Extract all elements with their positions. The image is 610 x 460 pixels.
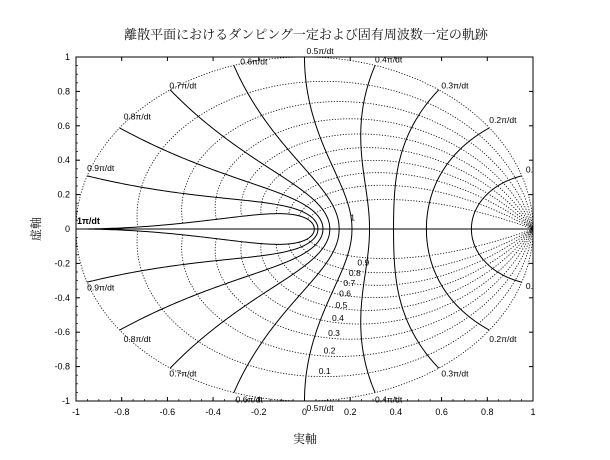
x-tick-label: -1 bbox=[71, 407, 81, 417]
natural-frequency-label: 0.2π/dt bbox=[489, 114, 517, 125]
x-tick-label: -0.4 bbox=[205, 407, 221, 417]
damping-label: 0.8 bbox=[348, 268, 361, 279]
natural-frequency-label: 0.6π/dt bbox=[240, 56, 268, 67]
natural-frequency-label: 0. bbox=[525, 280, 533, 291]
curve-labels bbox=[77, 46, 533, 413]
natural-frequency-label: 0.8π/dt bbox=[123, 111, 151, 122]
axis-ticks bbox=[54, 52, 535, 417]
damping-label: 0.9 bbox=[357, 257, 370, 268]
natural-frequency-label: 0.4π/dt bbox=[375, 54, 403, 65]
x-tick-label: 1 bbox=[530, 407, 536, 417]
natural-frequency-label: 0.9π/dt bbox=[87, 282, 115, 293]
natural-frequency-label: 0.7π/dt bbox=[169, 368, 197, 379]
y-tick-label: 0.2 bbox=[57, 189, 70, 200]
natural-frequency-label: 0.8π/dt bbox=[123, 334, 151, 345]
y-tick-label: -0.6 bbox=[54, 327, 70, 338]
chart-title: 離散平面におけるダンピング一定および固有周波数一定の軌跡 bbox=[124, 28, 488, 43]
damping-label: 0.3 bbox=[328, 328, 340, 339]
plot-area bbox=[76, 54, 533, 401]
damping-label: 0.1 bbox=[318, 366, 331, 377]
damping-label: 0.4 bbox=[332, 313, 344, 324]
x-tick-label: -0.6 bbox=[159, 407, 176, 417]
natural-frequency-label: 0.7π/dt bbox=[169, 80, 197, 91]
x-tick-label: -0.2 bbox=[251, 407, 267, 417]
x-tick-label: 0.4 bbox=[389, 407, 403, 417]
natural-frequency-label: 0. bbox=[525, 164, 533, 175]
x-tick-label: 0.2 bbox=[343, 407, 357, 417]
y-tick-label: 0.8 bbox=[57, 86, 70, 97]
y-tick-label: 1 bbox=[64, 52, 70, 62]
x-tick-label: -0.8 bbox=[113, 407, 130, 417]
natural-frequency-label: 0.2π/dt bbox=[489, 334, 517, 345]
x-axis-label: 実軸 bbox=[292, 432, 318, 446]
natural-frequency-label: 0.5π/dt bbox=[306, 403, 334, 413]
damping-label: 0.7 bbox=[343, 277, 356, 288]
x-tick-label: 0.6 bbox=[435, 407, 448, 417]
natural-frequency-label: 0.6π/dt bbox=[235, 394, 263, 405]
y-tick-label: 0.4 bbox=[57, 155, 70, 166]
y-tick-label: 0 bbox=[64, 224, 70, 234]
damping-label: 0.2 bbox=[323, 345, 336, 356]
x-tick-label: 0.8 bbox=[481, 407, 494, 417]
natural-frequency-label: 0.3π/dt bbox=[441, 80, 469, 91]
y-tick-label: -0.4 bbox=[54, 292, 70, 303]
natural-frequency-label: 0.3π/dt bbox=[441, 368, 469, 379]
y-tick-label: 0.6 bbox=[57, 120, 70, 131]
y-tick-label: -1 bbox=[61, 396, 70, 406]
natural-frequency-label: 0.4π/dt bbox=[375, 394, 403, 405]
y-tick-label: -0.2 bbox=[54, 258, 70, 269]
damping-label: 0.6 bbox=[339, 288, 351, 299]
natural-frequency-label: 1π/dt bbox=[77, 216, 100, 226]
damping-label: 0.5 bbox=[335, 299, 348, 310]
x-tick-label: 0 bbox=[301, 407, 308, 417]
natural-frequency-label: 0.9π/dt bbox=[87, 162, 115, 173]
damping-label: 1 bbox=[350, 212, 355, 223]
y-tick-label: -0.8 bbox=[54, 361, 70, 372]
y-axis-label: 虚軸 bbox=[29, 216, 43, 242]
natural-frequency-label: 0.5π/dt bbox=[306, 46, 334, 56]
